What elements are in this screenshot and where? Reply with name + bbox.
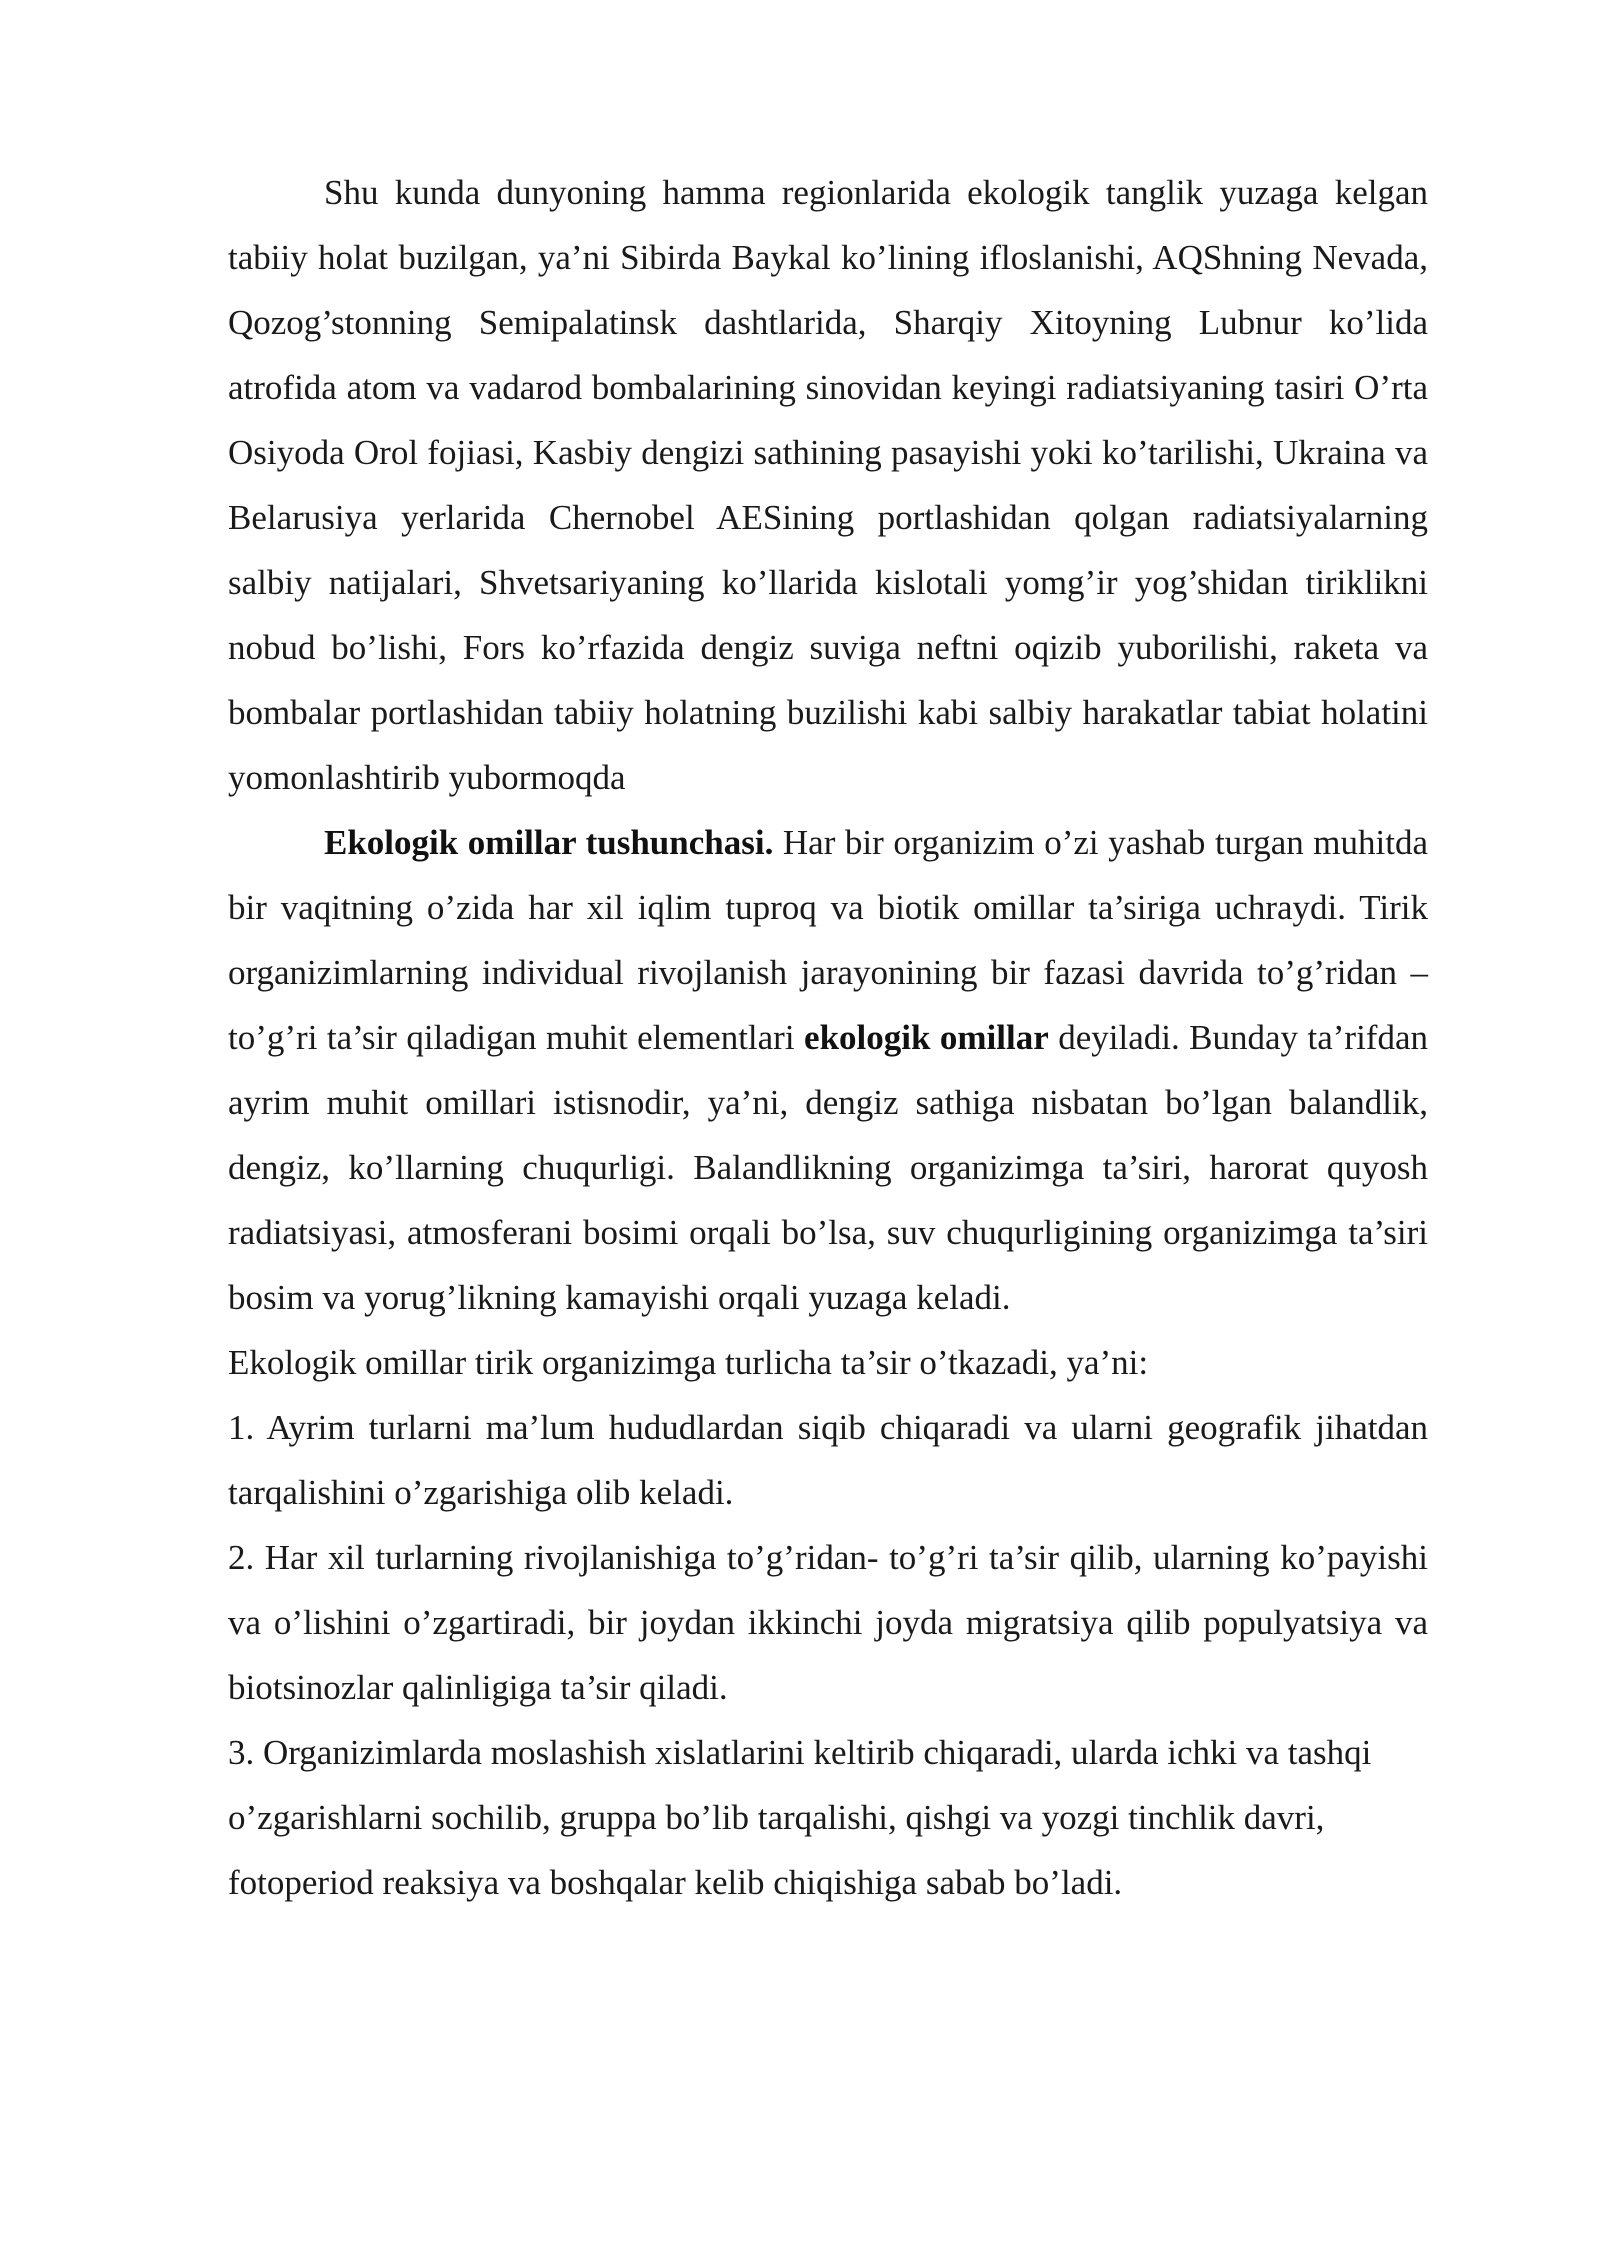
- paragraph-text: Har bir organizim o’zi yashab turgan muhitda bir vaqitning o’zida har xil iqlim tuproq va biotik omillar ta’siriga uchraydi. Tirik organizimlarning individual rivojlanish jarayonining bir fazasi davrida to’g’ridan –to’g’ri ta’sir qiladigan muhit elementlari: [228, 823, 1429, 1057]
- section-heading: Ekologik omillar tushunchasi.: [324, 823, 774, 862]
- list-item: 1. Ayrim turlarni ma’lum hududlardan siqib chiqaradi va ularni geografik jihatdan tarqalishini o’zgarishiga olib keladi.: [228, 1408, 1428, 1512]
- paragraph-text: deyiladi. Bunday ta’rifdan ayrim muhit omillari istisnodir, ya’ni, dengiz sathiga nisbatan bo’lgan balandlik, dengiz, ko’llarning chuqurligi. Balandlikning organizimga ta’siri, harorat quyosh radiatsiyasi, atmosferani bosimi orqali bo’lsa, suv chuqurligining organizimga ta’siri bosim va yorug’likning kamayishi orqali yuzaga keladi.: [228, 1018, 1428, 1317]
- list-item: 3. Organizimlarda moslashish xislatlarini keltirib chiqaradi, ularda ichki va tashqi o’zgarishlarni sochilib, gruppa bo’lib tarqalishi, qishgi va yozgi tinchlik davri, fotoperiod reaksiya va boshqalar kelib chiqishiga sabab bo’ladi.: [228, 1733, 1372, 1902]
- list-intro: Ekologik omillar tirik organizimga turlicha ta’sir o’tkazadi, ya’ni:: [228, 1343, 1149, 1382]
- paragraph-ecological-crisis: Shu kunda dunyoning hamma regionlarida ekologik tanglik yuzaga kelgan tabiiy holat buzilgan, ya’ni Sibirda Baykal ko’lining ifloslanishi, AQShning Nevada, Qozog’stonning Semipalatinsk dashtlarida, Sharqiy Xitoyning Lubnur ko’lida atrofida atom va vadarod bombalarining sinovidan keyingi radiatsiyaning tasiri O’rta Osiyoda Orol fojiasi, Kasbiy dengizi sathining pasayishi yoki ko’tarilishi, Ukraina va Belarusiya yerlarida Chernobel AESining portlashidan qolgan radiatsiyalarning salbiy natijalari, Shvetsariyaning ko’llarida kislotali yomg’ir yog’shidan tiriklikni nobud bo’lishi, Fors ko’rfazida dengiz suviga neftni oqizib yuborilishi, raketa va bombalar portlashidan tabiiy holatning buzilishi kabi salbiy harakatlar tabiat holatini yomonlashtirib yubormoqda: [228, 173, 1428, 797]
- bold-term: ekologik omillar: [804, 1018, 1049, 1057]
- paragraph-ecological-factors: [228, 810, 1428, 1330]
- document-page: [228, 160, 1428, 1915]
- list-item: 2. Har xil turlarning rivojlanishiga to’g’ridan- to’g’ri ta’sir qilib, ularning ko’payishi va o’lishini o’zgartiradi, bir joydan ikkinchi joyda migratsiya qilib populyatsiya va biotsinozlar qalinligiga ta’sir qiladi.: [228, 1538, 1428, 1707]
